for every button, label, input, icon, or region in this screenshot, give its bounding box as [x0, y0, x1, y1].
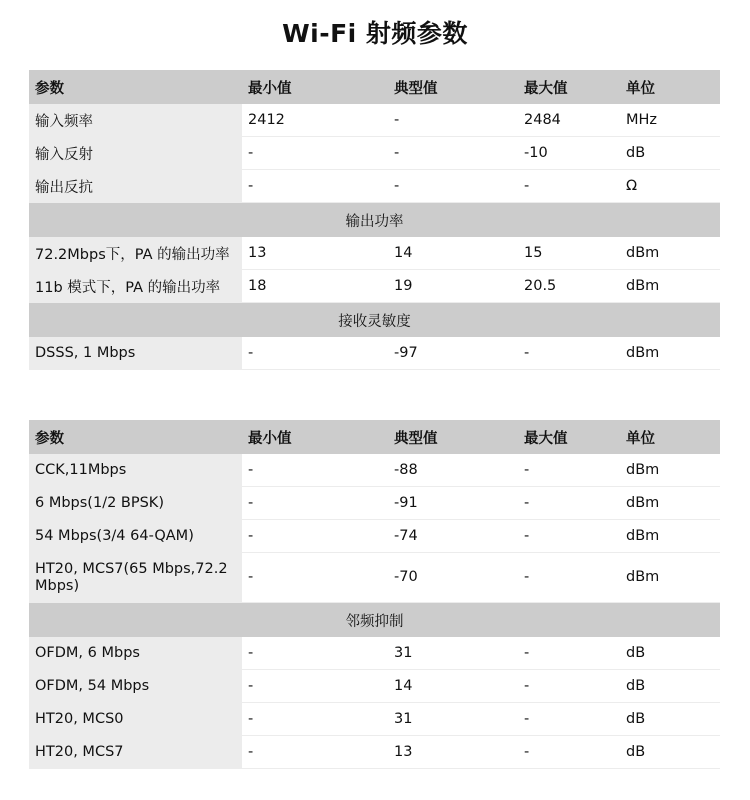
header-unit: 单位: [620, 420, 720, 454]
header-param: 参数: [29, 420, 242, 454]
table-row: [29, 703, 720, 736]
param-cell: OFDM, 6 Mbps: [29, 637, 242, 670]
table-row: [29, 170, 720, 203]
table-row: [29, 270, 720, 303]
min-cell: -: [242, 337, 388, 370]
table-row: [29, 137, 720, 170]
section-row: [29, 603, 720, 638]
table-row: [29, 337, 720, 370]
min-cell: -: [242, 520, 388, 553]
min-cell: -: [242, 137, 388, 170]
typ-cell: -74: [388, 520, 518, 553]
header-row: [29, 70, 720, 104]
param-cell: OFDM, 54 Mbps: [29, 670, 242, 703]
table-row: [29, 637, 720, 670]
unit-cell: dB: [620, 703, 720, 736]
table-row: [29, 670, 720, 703]
table-row: [29, 553, 720, 603]
unit-cell: dB: [620, 670, 720, 703]
unit-cell: Ω: [620, 170, 720, 203]
typ-cell: 19: [388, 270, 518, 303]
min-cell: -: [242, 637, 388, 670]
unit-cell: dB: [620, 637, 720, 670]
unit-cell: dBm: [620, 337, 720, 370]
max-cell: -: [518, 637, 620, 670]
typ-cell: -88: [388, 454, 518, 487]
max-cell: -: [518, 170, 620, 203]
min-cell: -: [242, 553, 388, 603]
max-cell: 20.5: [518, 270, 620, 303]
typ-cell: -: [388, 137, 518, 170]
param-cell: HT20, MCS0: [29, 703, 242, 736]
param-cell: 输出反抗: [29, 170, 242, 203]
unit-cell: dBm: [620, 553, 720, 603]
max-cell: -: [518, 703, 620, 736]
max-cell: -: [518, 520, 620, 553]
header-min: 最小值: [242, 70, 388, 104]
header-max: 最大值: [518, 420, 620, 454]
typ-cell: 31: [388, 637, 518, 670]
header-typ: 典型值: [388, 420, 518, 454]
table-row: [29, 487, 720, 520]
typ-cell: -: [388, 170, 518, 203]
typ-cell: 14: [388, 237, 518, 270]
typ-cell: -70: [388, 553, 518, 603]
max-cell: -10: [518, 137, 620, 170]
unit-cell: dBm: [620, 237, 720, 270]
max-cell: 15: [518, 237, 620, 270]
header-typ: 典型值: [388, 70, 518, 104]
typ-cell: 13: [388, 736, 518, 769]
page-title: Wi-Fi 射频参数: [282, 19, 468, 48]
max-cell: 2484: [518, 104, 620, 137]
rf-params-table-1: [29, 70, 720, 370]
typ-cell: -97: [388, 337, 518, 370]
section-label: 接收灵敏度: [29, 303, 720, 338]
typ-cell: -91: [388, 487, 518, 520]
param-cell: 54 Mbps(3/4 64-QAM): [29, 520, 242, 553]
header-unit: 单位: [620, 70, 720, 104]
max-cell: -: [518, 337, 620, 370]
max-cell: -: [518, 487, 620, 520]
section-label: 输出功率: [29, 203, 720, 238]
param-cell: 输入频率: [29, 104, 242, 137]
param-cell: DSSS, 1 Mbps: [29, 337, 242, 370]
min-cell: -: [242, 670, 388, 703]
min-cell: 2412: [242, 104, 388, 137]
unit-cell: dB: [620, 137, 720, 170]
max-cell: -: [518, 736, 620, 769]
unit-cell: dBm: [620, 487, 720, 520]
table-row: [29, 237, 720, 270]
unit-cell: dB: [620, 736, 720, 769]
table-row: [29, 454, 720, 487]
min-cell: -: [242, 170, 388, 203]
table-row: [29, 520, 720, 553]
section-row: [29, 303, 720, 338]
rf-params-table-2: [29, 420, 720, 769]
max-cell: -: [518, 454, 620, 487]
param-cell: 6 Mbps(1/2 BPSK): [29, 487, 242, 520]
unit-cell: MHz: [620, 104, 720, 137]
table-row: [29, 736, 720, 769]
param-cell: 72.2Mbps下，PA 的输出功率: [29, 237, 242, 270]
unit-cell: dBm: [620, 454, 720, 487]
param-cell: CCK,11Mbps: [29, 454, 242, 487]
min-cell: -: [242, 454, 388, 487]
table-row: [29, 104, 720, 137]
header-row: [29, 420, 720, 454]
header-param: 参数: [29, 70, 242, 104]
param-cell: HT20, MCS7: [29, 736, 242, 769]
section-label: 邻频抑制: [29, 603, 720, 638]
min-cell: -: [242, 703, 388, 736]
unit-cell: dBm: [620, 270, 720, 303]
min-cell: 18: [242, 270, 388, 303]
param-cell: 输入反射: [29, 137, 242, 170]
min-cell: -: [242, 736, 388, 769]
typ-cell: -: [388, 104, 518, 137]
min-cell: -: [242, 487, 388, 520]
unit-cell: dBm: [620, 520, 720, 553]
header-min: 最小值: [242, 420, 388, 454]
min-cell: 13: [242, 237, 388, 270]
typ-cell: 31: [388, 703, 518, 736]
typ-cell: 14: [388, 670, 518, 703]
param-cell: HT20, MCS7(65 Mbps,72.2 Mbps): [29, 553, 242, 603]
param-cell: 11b 模式下，PA 的输出功率: [29, 270, 242, 303]
max-cell: -: [518, 553, 620, 603]
section-row: [29, 203, 720, 238]
header-max: 最大值: [518, 70, 620, 104]
max-cell: -: [518, 670, 620, 703]
